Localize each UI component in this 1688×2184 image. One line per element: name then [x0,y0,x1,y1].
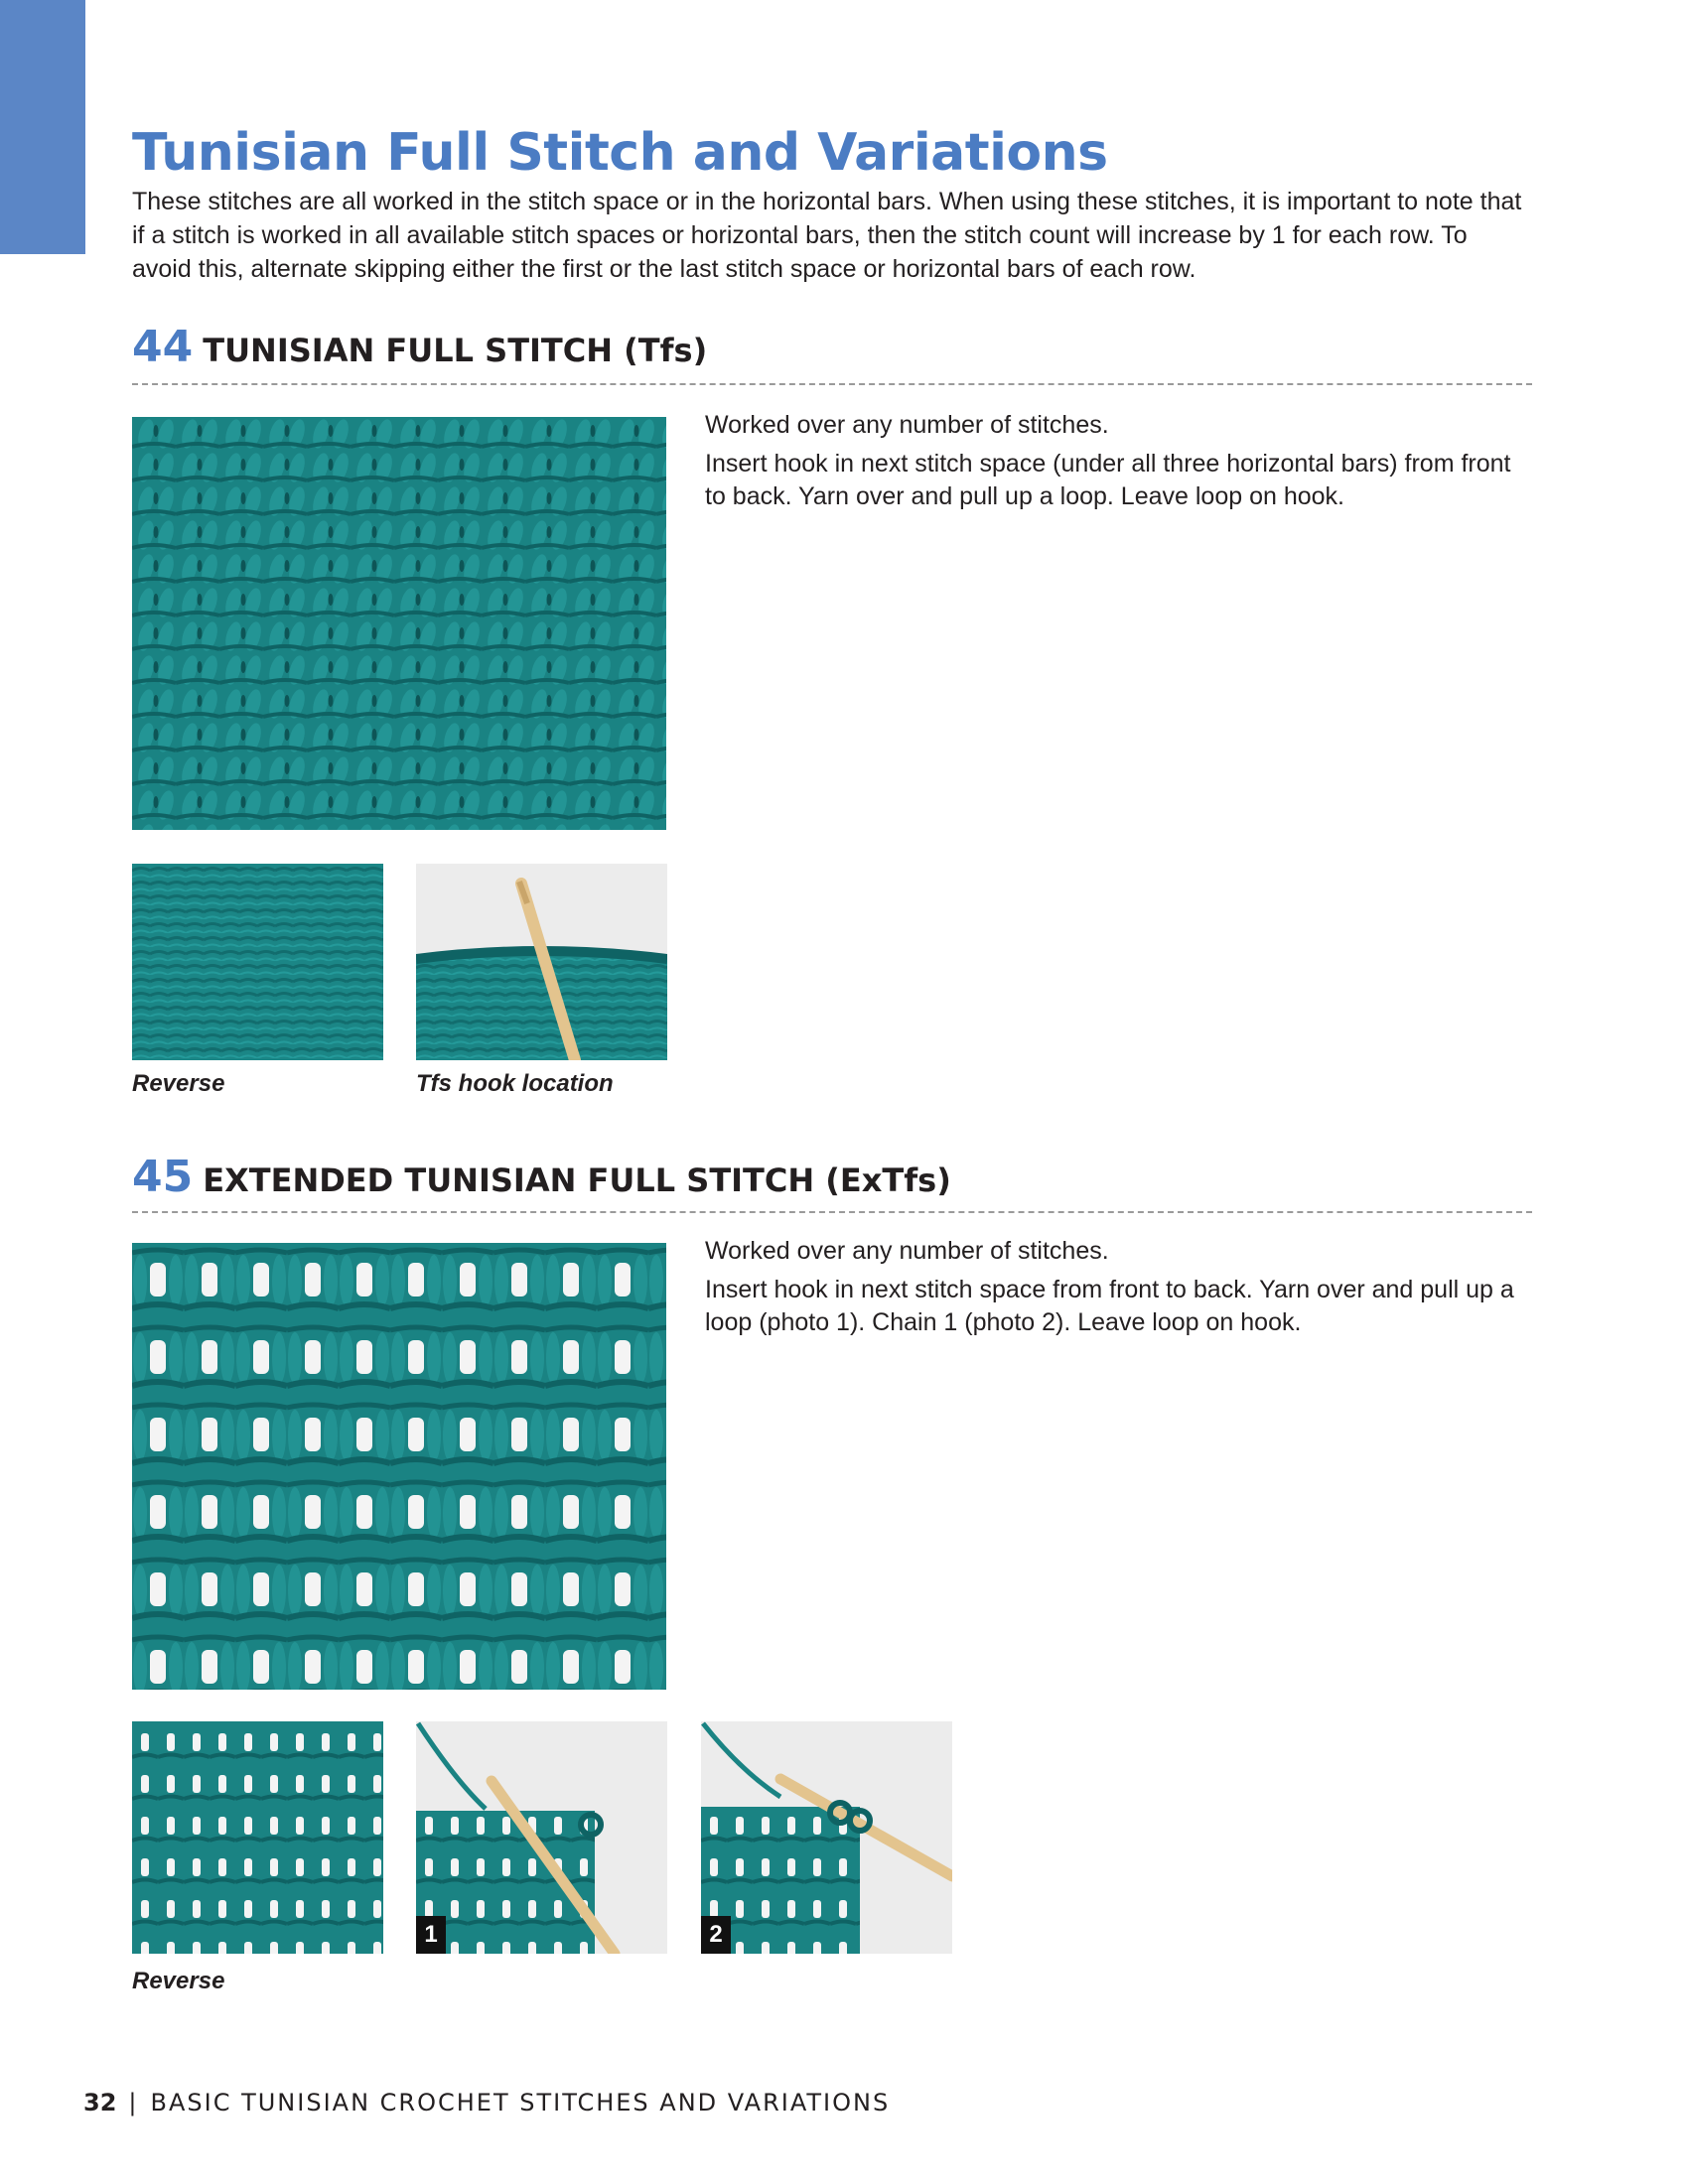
extfs-step-1-photo [416,1721,667,1954]
stitch-count-note: Worked over any number of stitches. [705,1237,1109,1265]
page-title: Tunisian Full Stitch and Variations [132,123,1108,183]
section-45-heading [132,1152,951,1211]
page-number: 32 [83,2089,117,2116]
intro-paragraph: These stitches are all worked in the stitch space or in the horizontal bars. When using these stitches, it is important to note that if a stitch is worked in all available stitch spaces or horizontal bars, then the stitch count will increase by 1 for each row. To avoid this, alternate skipping either the first or the last stitch space or horizontal bars of each row. [132,188,1522,283]
chapter-tab [0,0,85,254]
tfs-reverse-photo [132,864,383,1060]
section-title: TUNISIAN FULL STITCH (Tfs) [203,332,708,369]
stitch-instructions: Insert hook in next stitch space (under all three horizontal bars) from front to back. Yarn over and pull up a loop. Leave loop on hook. [705,450,1511,510]
photo-badge: 1 [416,1916,446,1954]
photo-badge: 2 [701,1916,731,1954]
section-number: 44 [132,322,194,372]
section-44-description [705,409,1519,519]
section-44-heading [132,322,707,381]
stitch-count-note: Worked over any number of stitches. [705,411,1109,439]
section-number: 45 [132,1152,194,1202]
caption-reverse: Reverse [132,1968,225,1994]
page-footer [83,2089,890,2116]
extfs-swatch-photo [132,1243,666,1690]
section-divider [132,1211,1532,1213]
caption-hook-location: Tfs hook location [416,1070,614,1097]
tfs-swatch-photo [132,417,666,830]
chapter-name: BASIC TUNISIAN CROCHET STITCHES AND VARIATIONS [150,2089,891,2116]
tfs-hook-location-photo [416,864,667,1060]
extfs-reverse-photo [132,1721,383,1954]
section-45-description [705,1235,1519,1345]
extfs-step-2-photo [701,1721,952,1954]
stitch-instructions: Insert hook in next stitch space from front to back. Yarn over and pull up a loop (photo 1). Chain 1 (photo 2). Leave loop on hook. [705,1276,1514,1336]
caption-reverse: Reverse [132,1070,225,1097]
section-title: EXTENDED TUNISIAN FULL STITCH (ExTfs) [203,1161,951,1199]
section-divider [132,383,1532,385]
footer-separator: | [128,2089,139,2116]
